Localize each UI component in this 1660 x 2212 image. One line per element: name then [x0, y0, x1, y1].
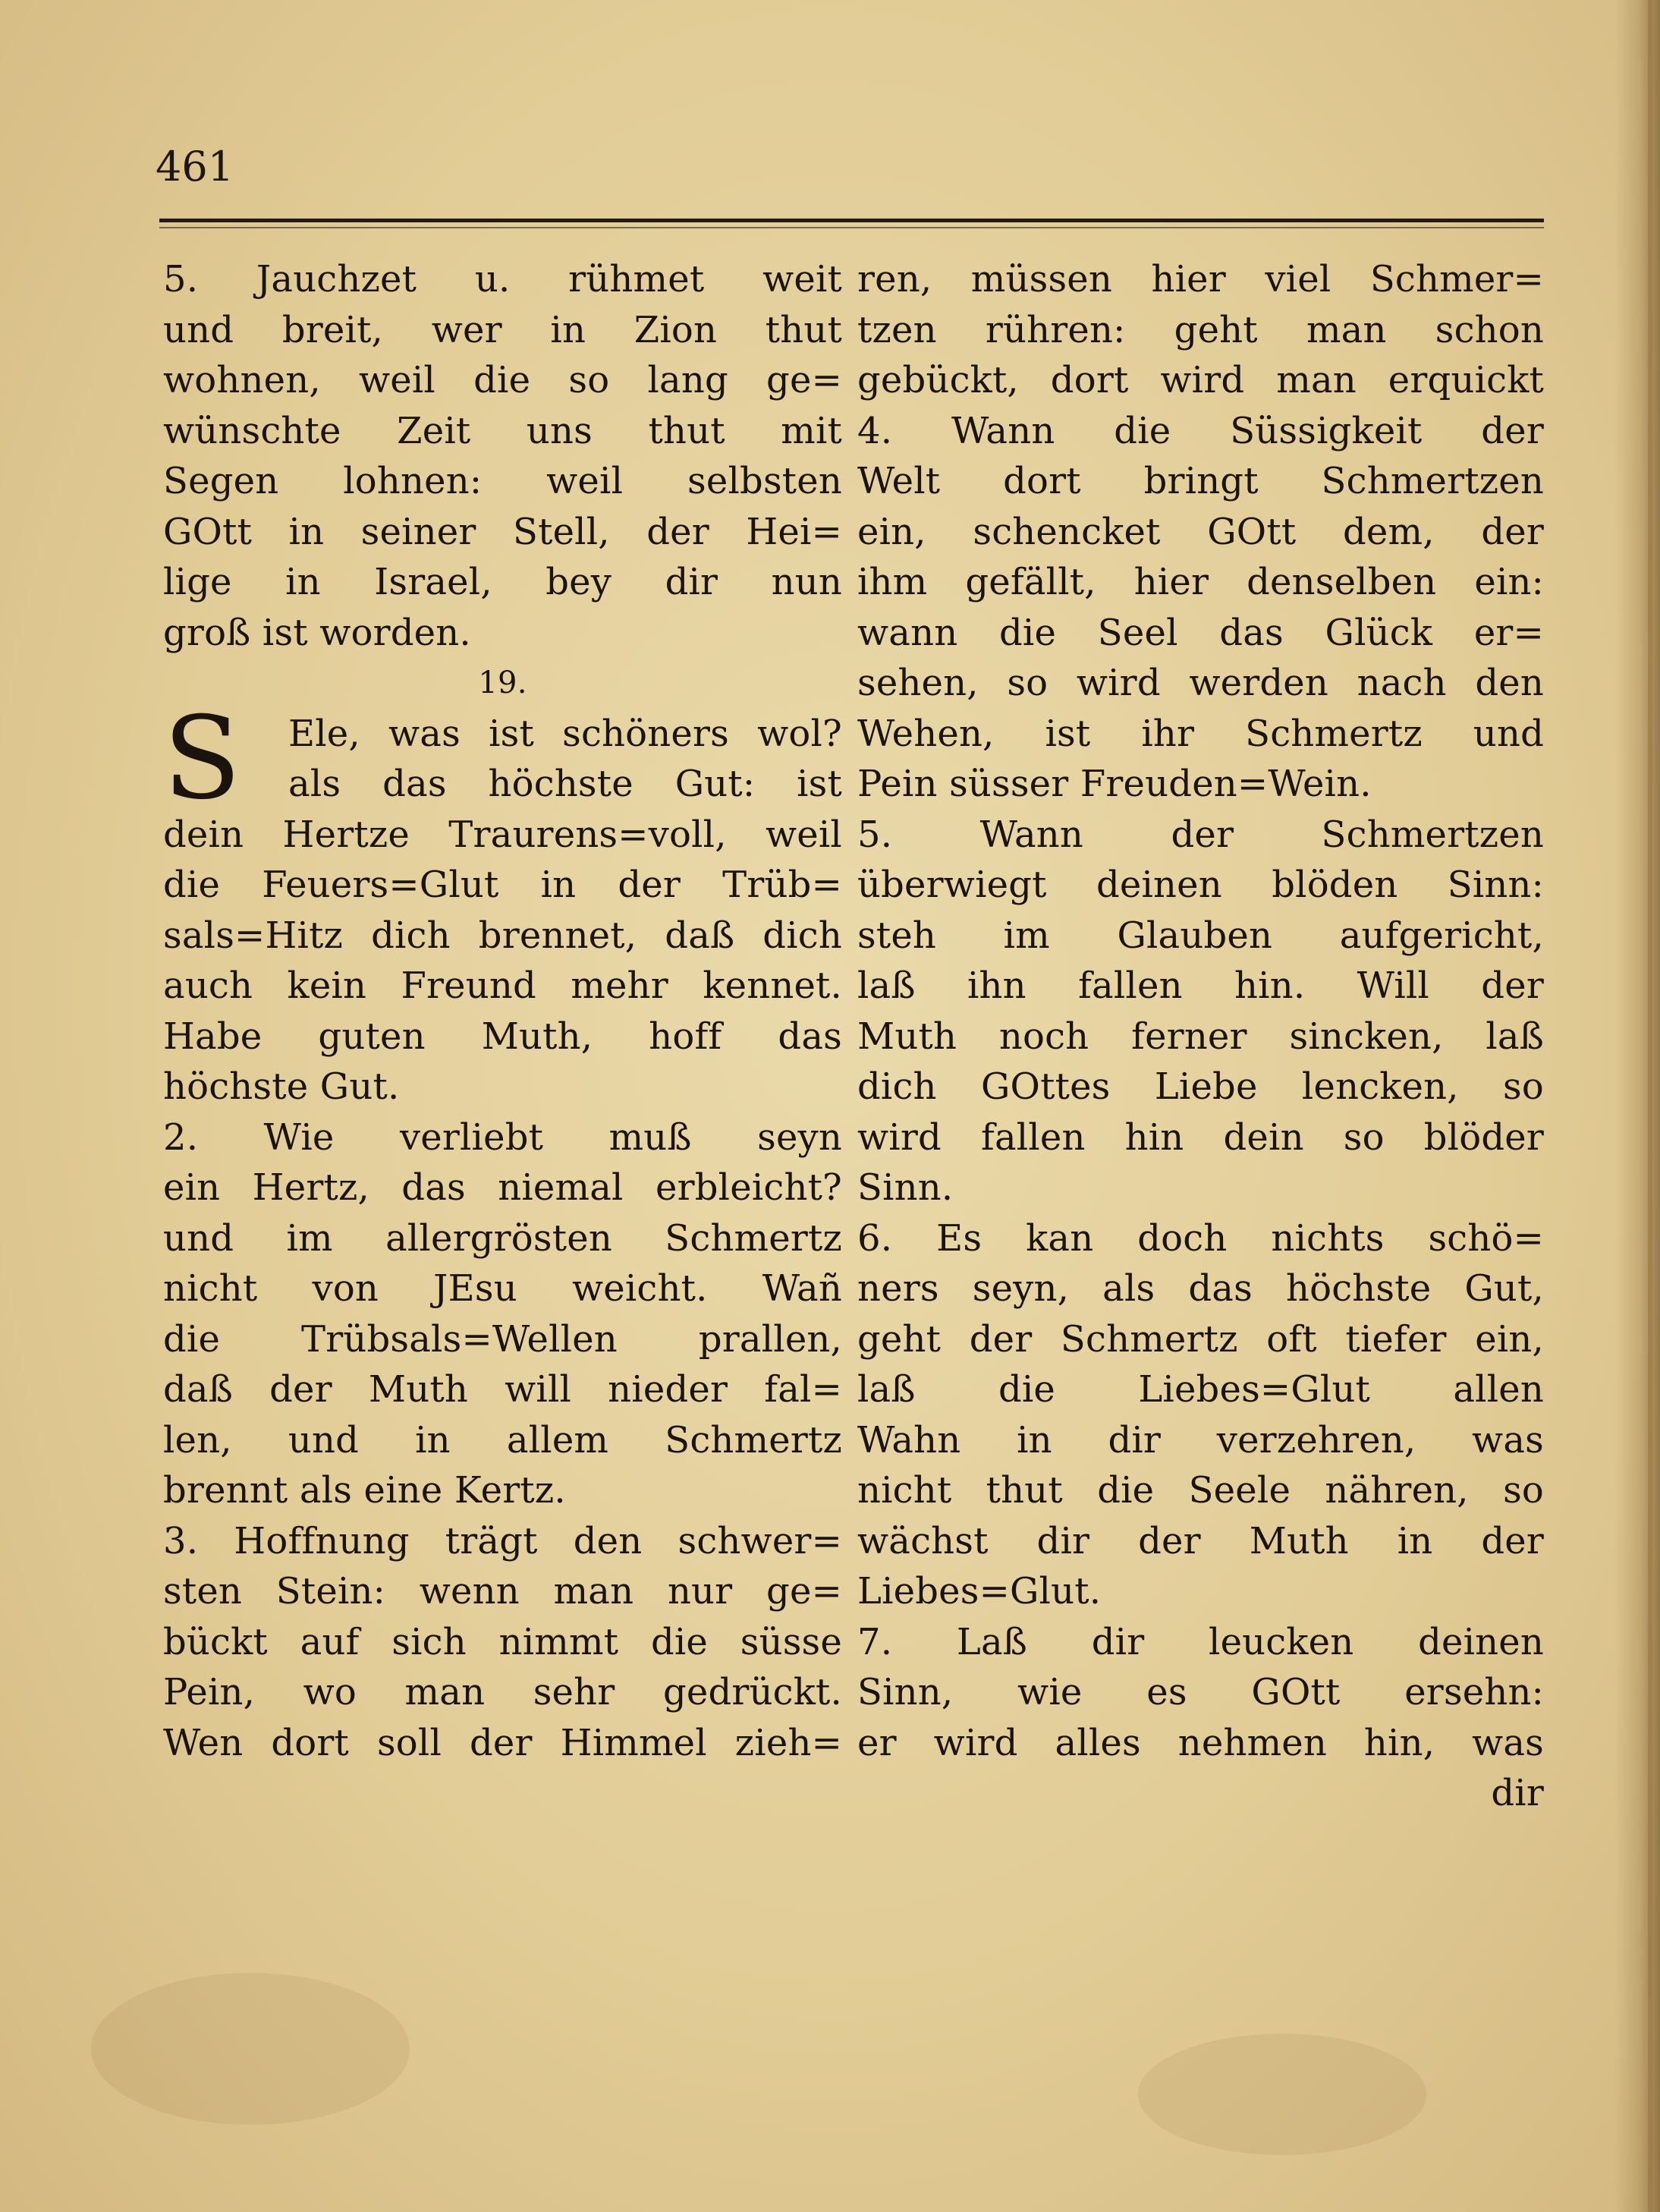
text-line: dich GOttes Liebe lencken, so [857, 1065, 1544, 1108]
text-line: ners seyn, als das höchste Gut, [857, 1267, 1544, 1310]
text-line: daß der Muth will nieder fal= [163, 1368, 842, 1411]
text-line: lige in Israel, bey dir nun [163, 561, 842, 603]
text-line: Segen lohnen: weil selbsten [163, 460, 842, 502]
stanza-7 [857, 1617, 1544, 1769]
text-line: überwiegt deinen blöden Sinn: [857, 864, 1544, 906]
stanza-5-previous-hymn [163, 254, 842, 658]
text-line: Wen dort soll der Himmel zieh= [163, 1721, 842, 1764]
catchword: dir [1491, 1772, 1544, 1814]
text-line: 2. Wie verliebt muß seyn [163, 1115, 842, 1159]
text-line: und breit, wer in Zion thut [163, 308, 842, 351]
stanza-1 [163, 692, 842, 1112]
stanza-6 [857, 1213, 1544, 1617]
text-line: Pein süsser Freuden=Wein. [857, 763, 1372, 805]
text-line: geht der Schmertz oft tiefer ein, [857, 1317, 1544, 1361]
text-line: GOtt in seiner Stell, der Hei= [163, 510, 842, 553]
text-line: auch kein Freund mehr kennet. [163, 964, 842, 1007]
text-line: wünschte Zeit uns thut mit [163, 409, 842, 452]
text-line: ein Hertz, das niemal erbleicht? [163, 1166, 842, 1209]
text-line: 3. Hoffnung trägt den schwer= [163, 1519, 842, 1562]
text-line: sehen, so wird werden nach den [857, 662, 1544, 704]
paper-stain [1138, 2034, 1426, 2155]
text-line: steh im Glauben aufgericht, [857, 914, 1544, 957]
text-line: gebückt, dort wird man erquickt [857, 359, 1544, 401]
text-line: Pein, wo man sehr gedrückt. [163, 1671, 842, 1713]
paper-stain [91, 1973, 410, 2125]
text-line: sals=Hitz dich brennet, daß dich [163, 914, 842, 957]
stanza-4 [857, 406, 1544, 810]
text-line: Sinn. [857, 1166, 954, 1209]
text-line: Wahn in dir verzehren, was [857, 1418, 1544, 1462]
text-line: ein, schencket GOtt dem, der [857, 510, 1544, 553]
text-line: wird fallen hin dein so blöder [857, 1115, 1544, 1159]
text-line: wohnen, weil die so lang ge= [163, 359, 842, 401]
text-line: laß die Liebes=Glut allen [857, 1368, 1544, 1411]
text-line: Ele, was ist schöners wol? [288, 712, 842, 755]
text-line: Muth noch ferner sincken, laß [857, 1015, 1544, 1058]
text-line: als das höchste Gut: ist [288, 763, 842, 805]
text-line: Welt dort bringt Schmertzen [857, 460, 1544, 502]
text-line: und im allergrösten Schmertz [163, 1216, 842, 1260]
text-line: len, und in allem Schmertz [163, 1418, 842, 1462]
text-line: bückt auf sich nimmt die süsse [163, 1620, 842, 1663]
page-number: 461 [156, 143, 234, 190]
text-line: höchste Gut. [163, 1065, 400, 1108]
right-column [857, 254, 1544, 1819]
text-line: die Feuers=Glut in der Trüb= [163, 864, 842, 906]
text-line: nicht von JEsu weicht. Wañ [163, 1267, 842, 1310]
text-line: Liebes=Glut. [857, 1570, 1102, 1613]
text-line: 4. Wann die Süssigkeit der [857, 409, 1544, 452]
drop-cap: S [163, 692, 241, 825]
stanza-3 [163, 1516, 842, 1769]
text-line: er wird alles nehmen hin, was [857, 1721, 1544, 1764]
text-line: 5. Jauchzet u. rühmet weit [163, 258, 842, 300]
text-line: dein Hertze Traurens=voll, weil [163, 813, 842, 856]
stanza-2 [163, 1112, 842, 1516]
text-line: wann die Seel das Glück er= [857, 611, 1544, 654]
stanza-3-continued [857, 254, 1544, 406]
left-column [163, 254, 842, 1768]
header-rule [159, 219, 1544, 222]
hymn-number: 19. [478, 665, 527, 700]
text-line: brennt als eine Kertz. [163, 1469, 566, 1512]
text-line: 6. Es kan doch nichts schö= [857, 1216, 1544, 1260]
text-line: die Trübsals=Wellen prallen, [163, 1317, 842, 1361]
text-line: wächst dir der Muth in der [857, 1519, 1544, 1562]
page-edge-shadow [1614, 0, 1660, 2212]
text-line: nicht thut die Seele nähren, so [857, 1469, 1544, 1512]
page-edge-line [1648, 0, 1652, 2212]
text-line: Habe guten Muth, hoff das [163, 1015, 842, 1058]
stanza-5 [857, 810, 1544, 1213]
text-line: laß ihn fallen hin. Will der [857, 964, 1544, 1007]
text-line: groß ist worden. [163, 611, 471, 654]
text-line: ren, müssen hier viel Schmer= [857, 258, 1544, 300]
text-line: Wehen, ist ihr Schmertz und [857, 712, 1544, 755]
text-line: 7. Laß dir leucken deinen [857, 1620, 1544, 1663]
text-line: 5. Wann der Schmertzen [857, 813, 1544, 856]
text-line: ihm gefällt, hier denselben ein: [857, 561, 1544, 603]
text-line: tzen rühren: geht man schon [857, 308, 1544, 351]
text-line: Sinn, wie es GOtt ersehn: [857, 1671, 1544, 1713]
text-line: sten Stein: wenn man nur ge= [163, 1570, 842, 1613]
